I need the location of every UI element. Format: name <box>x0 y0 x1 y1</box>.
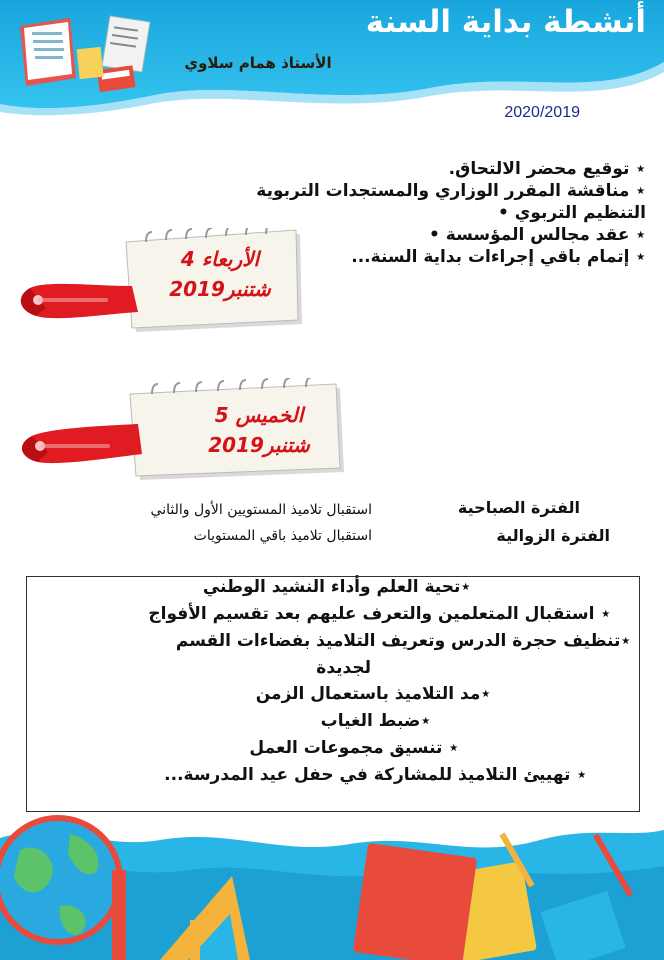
page-title: أنشطة بداية السنة <box>365 4 646 40</box>
footer-illustration <box>0 810 664 960</box>
notebook-icon <box>102 16 150 72</box>
school-year: 2020/2019 <box>504 104 580 121</box>
list-item: ⋆تنظيف حجرة الدرس وتعريف التلاميذ بفضاءات القسم <box>175 631 631 651</box>
books-illustration <box>14 12 164 92</box>
period-label-afternoon: الفترة الزوالية <box>496 526 610 545</box>
date-tag-day2-text <box>184 400 334 460</box>
list-item: ⋆ توقيع محضر الالتحاق. <box>448 159 646 179</box>
date-weekday: الخميس 5 <box>214 403 304 427</box>
date-weekday: الأربعاء 4 <box>180 247 260 271</box>
list-item: ⋆ تنسيق مجموعات العمل <box>249 738 459 758</box>
list-item: ⋆ إتمام باقي إجراءات بداية السنة... <box>351 247 646 267</box>
list-item: ⋆مد التلاميذ باستعمال الزمن <box>255 684 491 704</box>
list-item: لجديدة <box>316 658 371 678</box>
date-month-year: شتنبر2019 <box>169 277 271 301</box>
open-book-icon <box>20 18 76 86</box>
list-item: ⋆ استقبال المتعلمين والتعرف عليهم بعد تقسيم الأفواج <box>148 604 611 624</box>
list-item: ⋆ عقد مجالس المؤسسة • <box>428 225 646 245</box>
list-item: ⋆ مناقشة المقرر الوزاري والمستجدات التربوية <box>256 181 646 201</box>
period-desc-afternoon: استقبال تلاميذ باقي المستويات <box>193 528 372 544</box>
date-month-year: شتنبر2019 <box>208 433 310 457</box>
period-label-morning: الفترة الصباحية <box>457 498 580 517</box>
yellow-paper-icon <box>77 47 104 79</box>
first-day-activities-box <box>26 576 640 812</box>
list-item: ⋆ تهييئ التلاميذ للمشاركة في حفل عيد المدرسة... <box>164 765 587 785</box>
date-tag-day1-text <box>150 244 290 304</box>
period-desc-morning: استقبال تلاميذ المستويين الأول والثاني <box>150 502 372 518</box>
list-item: التنظيم التربوي • <box>498 203 646 223</box>
red-book-icon <box>353 843 477 960</box>
author-name: الأستاذ همام سلاوي <box>184 54 332 72</box>
list-item: ⋆تحية العلم وأداء النشيد الوطني <box>202 577 471 597</box>
list-item: ⋆ضبط الغياب <box>320 711 431 731</box>
pencil-icon <box>190 920 200 960</box>
